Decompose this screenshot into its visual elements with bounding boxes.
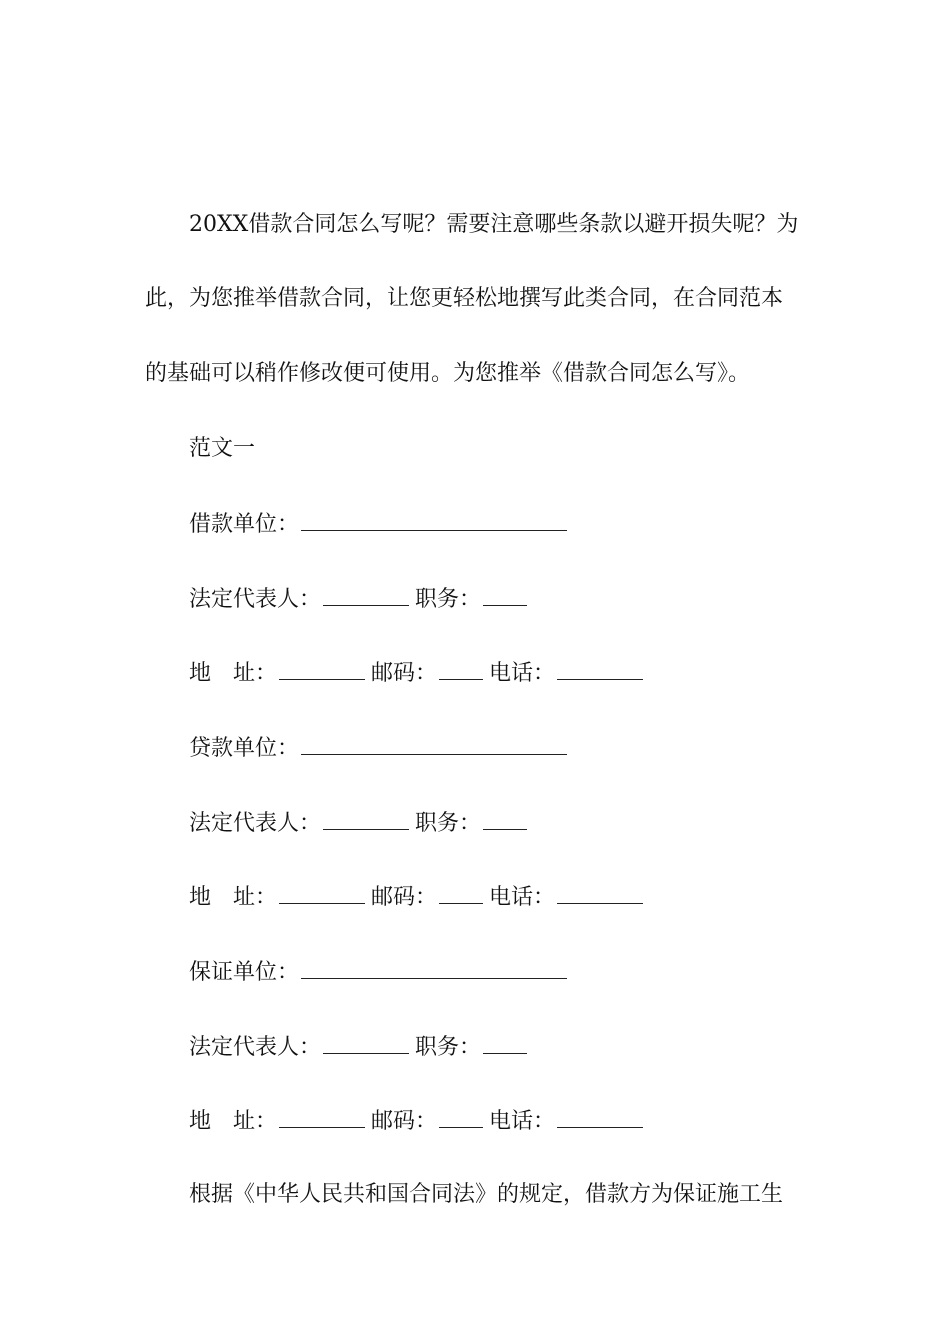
lender-rep-row bbox=[189, 807, 849, 837]
guarantor-unit-row bbox=[189, 956, 849, 986]
borrower-phone-label: 电话： bbox=[489, 661, 556, 686]
guarantor-postcode-blank bbox=[439, 1105, 483, 1128]
borrower-address-blank bbox=[279, 657, 365, 680]
lender-unit-row bbox=[189, 732, 849, 762]
borrower-postcode-label: 邮码： bbox=[371, 661, 438, 686]
lender-rep-blank bbox=[323, 807, 409, 830]
guarantor-phone-blank bbox=[557, 1105, 643, 1128]
closing-line: 根据《中华人民共和国合同法》的规定，借款方为保证施工生 bbox=[189, 1182, 784, 1207]
guarantor-title-label: 职务： bbox=[415, 1035, 482, 1060]
lender-unit-blank bbox=[301, 732, 567, 755]
guarantor-phone-label: 电话： bbox=[489, 1109, 556, 1134]
borrower-unit-row bbox=[189, 508, 849, 538]
borrower-title-label: 职务： bbox=[415, 587, 482, 612]
borrower-phone-blank bbox=[557, 657, 643, 680]
borrower-rep-label: 法定代表人： bbox=[189, 587, 322, 612]
guarantor-postcode-label: 邮码： bbox=[371, 1109, 438, 1134]
guarantor-address-row bbox=[189, 1105, 849, 1135]
guarantor-address-label: 地 址： bbox=[189, 1109, 278, 1134]
borrower-unit-blank bbox=[301, 508, 567, 531]
guarantor-title-blank bbox=[483, 1031, 527, 1054]
guarantor-rep-label: 法定代表人： bbox=[189, 1035, 322, 1060]
guarantor-unit-label: 保证单位： bbox=[189, 960, 300, 985]
section-title: 范文一 bbox=[189, 436, 256, 461]
guarantor-address-blank bbox=[279, 1105, 365, 1128]
intro-line-2: 此，为您推举借款合同，让您更轻松地撰写此类合同，在合同范本 bbox=[145, 286, 784, 311]
lender-address-blank bbox=[279, 881, 365, 904]
lender-phone-label: 电话： bbox=[489, 885, 556, 910]
borrower-address-row bbox=[189, 657, 849, 687]
lender-title-label: 职务： bbox=[415, 811, 482, 836]
intro-line-3: 的基础可以稍作修改便可使用。为您推举《借款合同怎么写》。 bbox=[145, 361, 751, 386]
lender-title-blank bbox=[483, 807, 527, 830]
lender-address-label: 地 址： bbox=[189, 885, 278, 910]
lender-postcode-label: 邮码： bbox=[371, 885, 438, 910]
borrower-rep-blank bbox=[323, 583, 409, 606]
lender-rep-label: 法定代表人： bbox=[189, 811, 322, 836]
guarantor-rep-blank bbox=[323, 1031, 409, 1054]
intro-line-1: 20XX借款合同怎么写呢？需要注意哪些条款以避开损失呢？为 bbox=[189, 212, 799, 237]
lender-unit-label: 贷款单位： bbox=[189, 736, 300, 761]
borrower-rep-row bbox=[189, 583, 849, 613]
borrower-postcode-blank bbox=[439, 657, 483, 680]
borrower-address-label: 地 址： bbox=[189, 661, 278, 686]
borrower-title-blank bbox=[483, 583, 527, 606]
lender-postcode-blank bbox=[439, 881, 483, 904]
lender-address-row bbox=[189, 881, 849, 911]
borrower-unit-label: 借款单位： bbox=[189, 512, 300, 537]
guarantor-rep-row bbox=[189, 1031, 849, 1061]
guarantor-unit-blank bbox=[301, 956, 567, 979]
lender-phone-blank bbox=[557, 881, 643, 904]
